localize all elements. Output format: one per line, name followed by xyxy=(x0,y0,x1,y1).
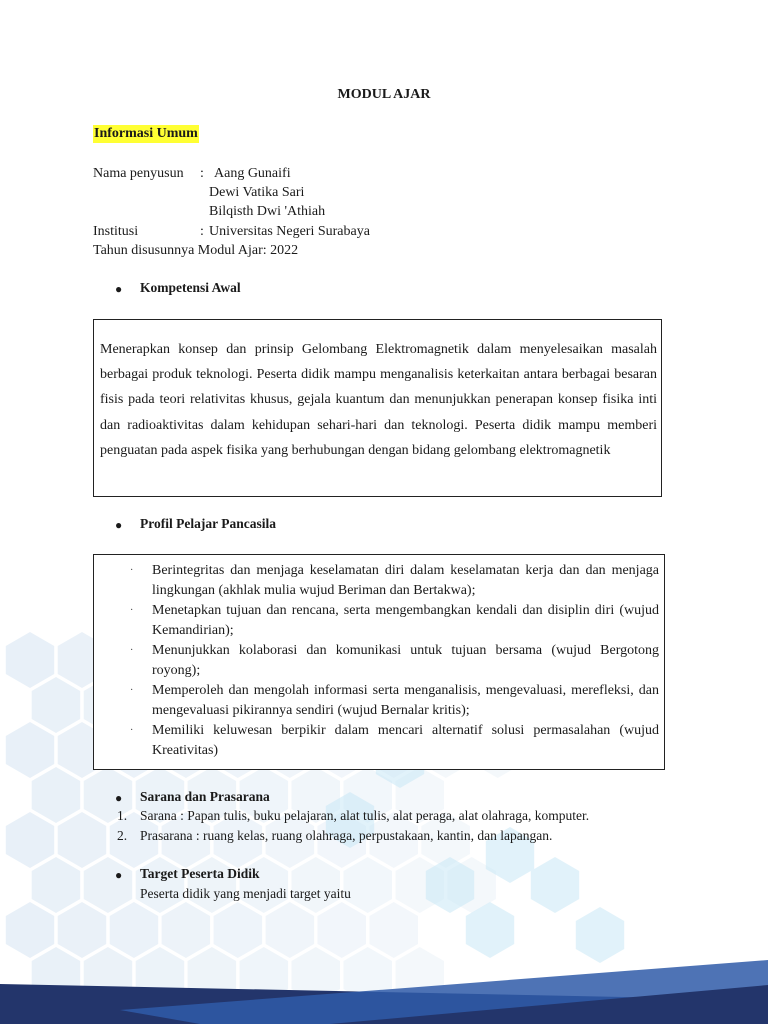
sarana-item-text: Prasarana : ruang kelas, ruang olahraga, perpustakaan, kantin, dan lapangan. xyxy=(140,828,553,843)
target-heading: Target Peserta Didik xyxy=(140,866,260,881)
page-title: MODUL AJAR xyxy=(337,87,431,102)
target-text: Peserta didik yang menjadi target yaitu xyxy=(140,886,351,901)
list-item xyxy=(126,681,659,721)
bullet-icon: · xyxy=(130,685,134,696)
bullet-icon: ● xyxy=(115,282,123,296)
kompetensi-heading: Kompetensi Awal xyxy=(140,280,241,295)
general-info-heading: Informasi Umum xyxy=(94,126,198,141)
institution-value: Universitas Negeri Surabaya xyxy=(209,224,370,239)
profil-item-text: Memperoleh dan mengolah informasi serta menganalisis, mengevaluasi, merefleksi, dan mengevaluasi pikirannya sendiri (wujud Bernalar kritis); xyxy=(152,683,659,718)
institution-colon: : xyxy=(200,224,204,239)
kompetensi-text: Menerapkan konsep dan prinsip Gelombang Elektromagnetik dalam menyelesaikan masalah berbagai produk teknologi. Peserta didik mampu menganalisis keterkaitan antara berbagai besaran fisis pada teori relativitas khusus, gejala kuantum dan menunjukkan penerapan konsep fisika inti dan radioaktivitas dalam kehidupan sehari-hari dan teknologi. Peserta didik mampu memberi penguatan pada aspek fisika yang berhubungan dengan bidang gelombang elektromagnetik xyxy=(100,342,657,458)
list-number: 2. xyxy=(117,828,128,843)
bullet-icon: · xyxy=(130,605,134,616)
bullet-icon: · xyxy=(130,645,134,656)
list-item xyxy=(126,641,659,681)
bullet-icon: · xyxy=(130,565,134,576)
authors-colon: : xyxy=(200,166,204,181)
sarana-heading: Sarana dan Prasarana xyxy=(140,789,270,804)
author-name: Bilqisth Dwi 'Athiah xyxy=(209,204,326,219)
year-line: Tahun disusunnya Modul Ajar: 2022 xyxy=(93,243,299,258)
bullet-icon: ● xyxy=(115,518,123,532)
bullet-icon: · xyxy=(130,725,134,736)
profil-item-text: Berintegritas dan menjaga keselamatan diri dalam keselamatan kerja dan dan menjaga lingkungan (akhlak mulia wujud Beriman dan Bertakwa); xyxy=(152,563,659,598)
profil-item-text: Menetapkan tujuan dan rencana, serta mengembangkan kendali dan disiplin diri (wujud Kemandirian); xyxy=(152,603,659,638)
profil-heading: Profil Pelajar Pancasila xyxy=(140,516,276,531)
bullet-icon: ● xyxy=(115,791,123,805)
list-number: 1. xyxy=(117,808,128,823)
sarana-item-text: Sarana : Papan tulis, buku pelajaran, alat tulis, alat peraga, alat olahraga, komputer. xyxy=(140,808,590,823)
profil-item-text: Memiliki keluwesan berpikir dalam mencari alternatif solusi permasalahan (wujud Kreativitas) xyxy=(152,723,659,758)
list-item xyxy=(126,601,659,641)
institution-label: Institusi xyxy=(93,224,139,239)
list-item xyxy=(126,561,659,601)
profil-item-text: Menunjukkan kolaborasi dan komunikasi untuk tujuan bersama (wujud Bergotong royong); xyxy=(152,643,659,678)
author-name: Aang Gunaifi xyxy=(214,166,291,181)
profil-list xyxy=(126,561,659,761)
authors-label: Nama penyusun xyxy=(93,166,184,181)
bullet-icon: ● xyxy=(115,868,123,882)
author-name: Dewi Vatika Sari xyxy=(209,185,305,200)
list-item xyxy=(126,721,659,761)
